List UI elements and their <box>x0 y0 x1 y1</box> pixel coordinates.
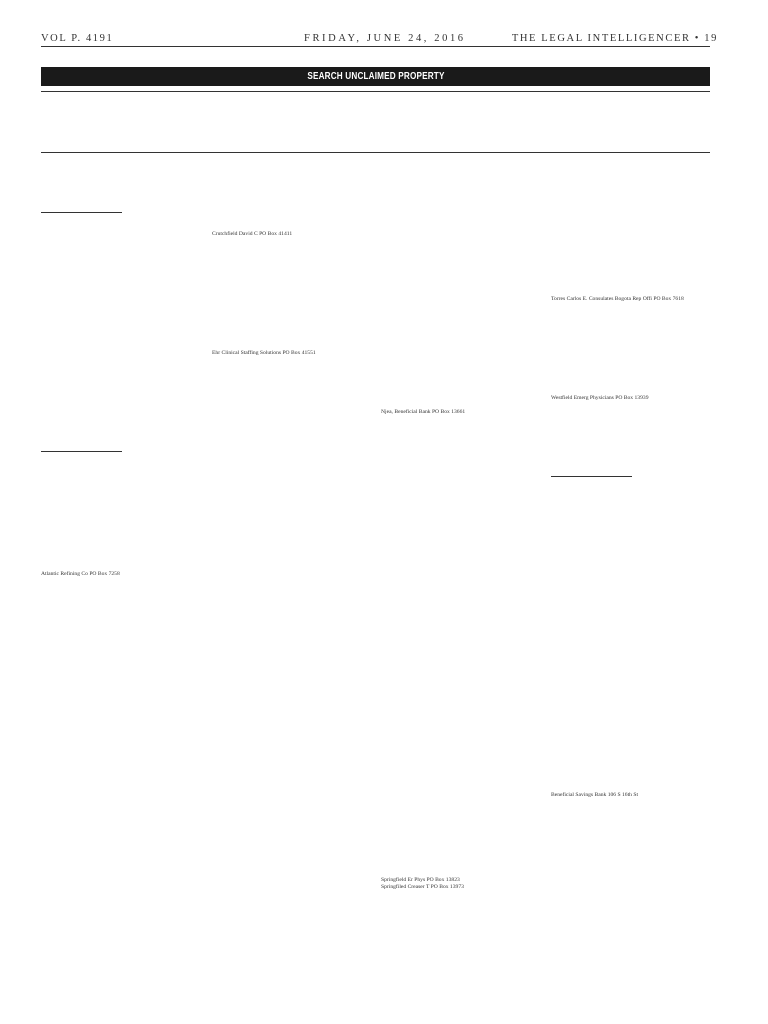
banner-bottom-rule <box>41 91 710 92</box>
section-banner <box>41 67 710 86</box>
volume-page-number: VOL P. 4191 <box>41 33 114 44</box>
listing-entry: Njea, Beneficial Bank PO Box 13661 <box>381 409 466 415</box>
column-section-rule-1 <box>41 212 122 213</box>
header-rule <box>41 46 710 47</box>
listing-entry: Torres Carlos E. Consulates Bogota Rep Offi PO Box 7618 <box>551 296 684 302</box>
banner-title: SEARCH UNCLAIMED PROPERTY <box>306 70 445 82</box>
listing-entry: Springfield Er Phys PO Box 13823 <box>381 877 460 883</box>
column-section-rule-3 <box>551 476 632 477</box>
publication-name: THE LEGAL INTELLIGENCER • 19 <box>511 33 718 44</box>
listing-entry: Beneficial Savings Bank 106 S 16th St <box>551 792 639 798</box>
listing-entry: Springfiled Creaser T PO Box 13973 <box>381 884 464 890</box>
listing-entry: Atlantic Refining Co PO Box 7258 <box>41 571 120 577</box>
column-section-rule-2 <box>41 451 122 452</box>
issue-date: FRIDAY, JUNE 24, 2016 <box>304 33 466 44</box>
listing-entry: Westfield Emerg Physicians PO Box 13939 <box>551 395 649 401</box>
section-divider <box>41 152 710 153</box>
listing-entry: Crutchfield David C PO Box 41411 <box>212 231 293 237</box>
listing-entry: Ehr Clinical Staffing Solutions PO Box 41551 <box>212 350 316 356</box>
